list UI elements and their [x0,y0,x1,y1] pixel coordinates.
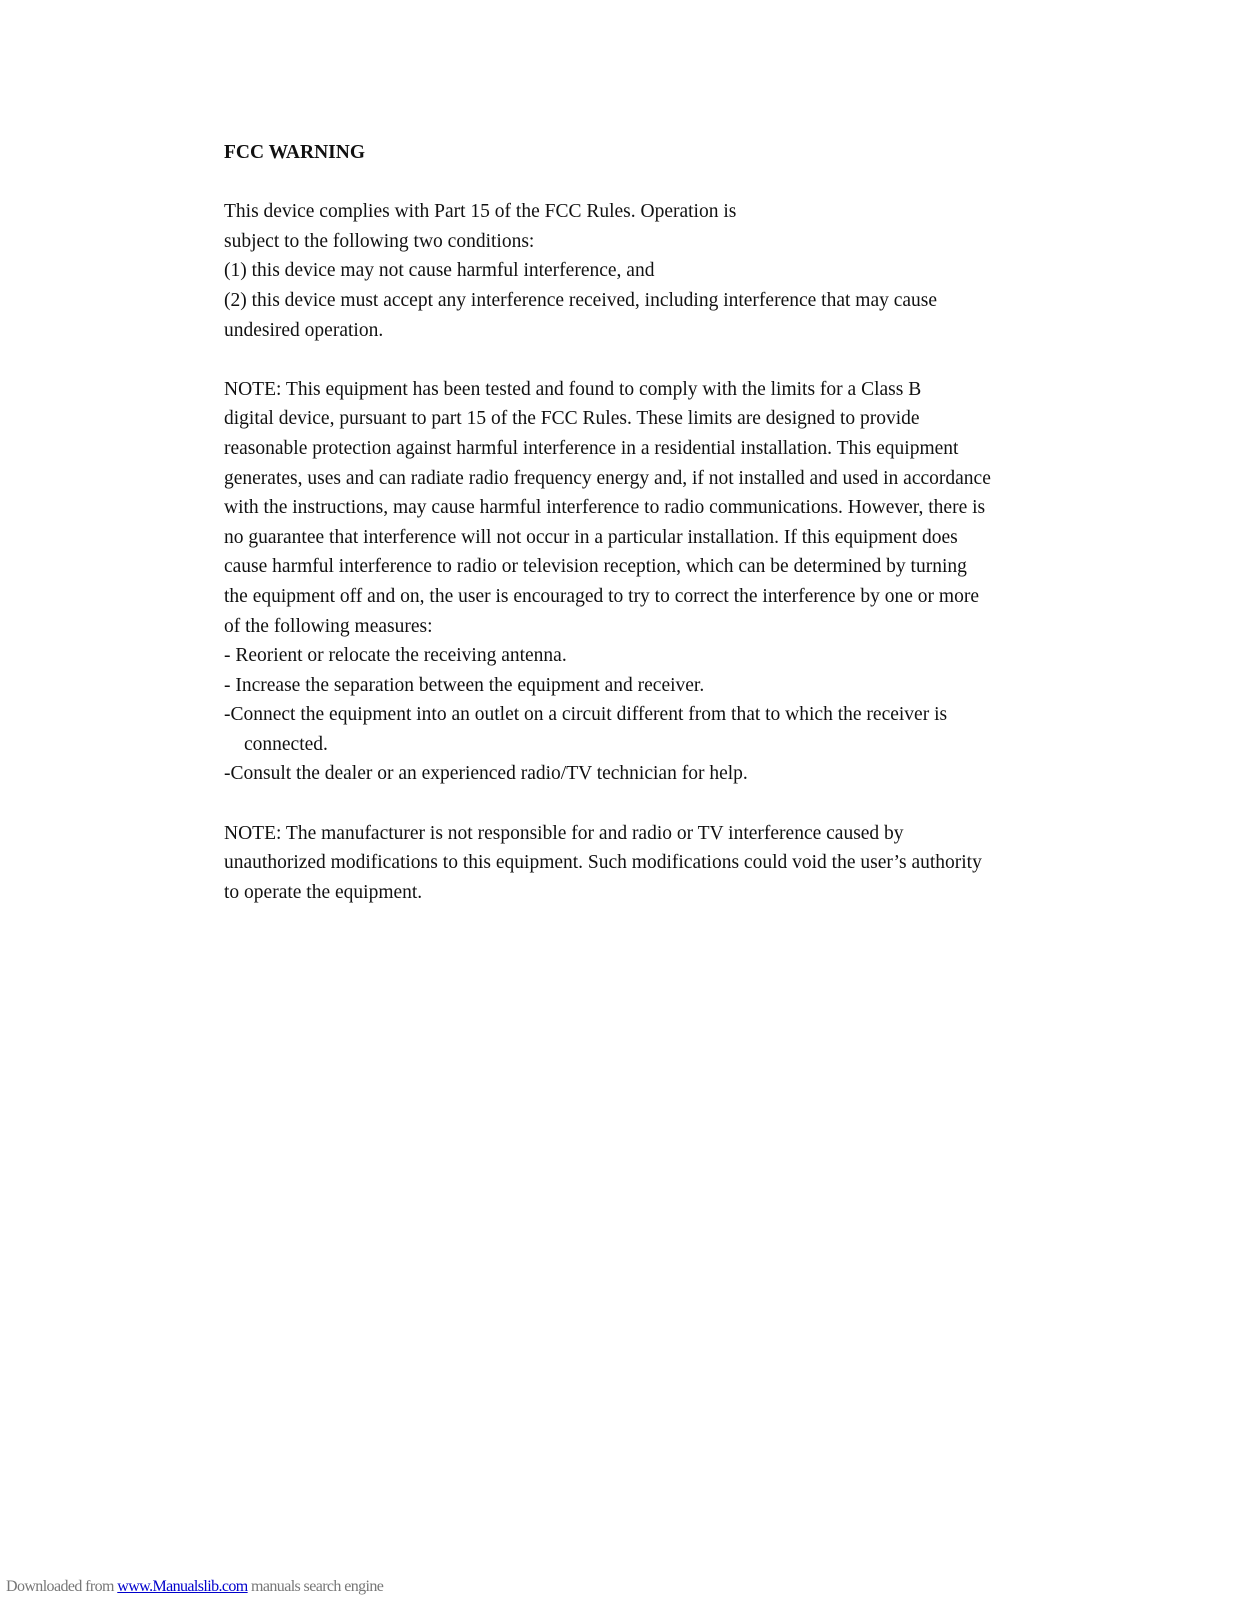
intro-line: undesired operation. [224,319,384,341]
note-line: unauthorized modifications to this equipment. Such modifications could void the user’s authority [224,852,982,874]
measure-item: - Increase the separation between the equipment and receiver. [224,674,705,696]
manualslib-link[interactable]: www.Manualslib.com [117,1578,248,1595]
spacer [224,168,1024,198]
note-line: no guarantee that interference will not occur in a particular installation. If this equipment does [224,526,958,548]
intro-paragraph [224,197,1024,345]
measures-list [224,641,1024,789]
note-line: to operate the equipment. [224,881,423,903]
measure-item: -Connect the equipment into an outlet on a circuit different from that to which the receiver is [224,704,948,726]
footer-suffix: manuals search engine [247,1578,384,1595]
note-line: NOTE: The manufacturer is not responsible for and radio or TV interference caused by [224,822,904,844]
measure-item: - Reorient or relocate the receiving antenna. [224,645,567,667]
measure-item: -Consult the dealer or an experienced radio/TV technician for help. [224,763,748,785]
intro-line: This device complies with Part 15 of the FCC Rules. Operation is [224,201,737,223]
download-footer [6,1578,383,1596]
note-line: with the instructions, may cause harmful interference to radio communications. However, there is [224,497,986,519]
note-line: NOTE: This equipment has been tested and found to comply with the limits for a Class B [224,378,922,400]
note-line: digital device, pursuant to part 15 of the FCC Rules. These limits are designed to provide [224,408,920,430]
note-line: the equipment off and on, the user is encouraged to try to correct the interference by one or more [224,585,979,607]
measure-item-continuation: connected. [244,733,328,755]
footer-prefix: Downloaded from [6,1578,118,1595]
note-line: of the following measures: [224,615,433,637]
intro-line: subject to the following two conditions: [224,230,535,252]
intro-line: (2) this device must accept any interference received, including interference that may cause [224,289,938,311]
note-paragraph [224,375,1024,641]
intro-line: (1) this device may not cause harmful interference, and [224,260,655,282]
spacer [224,789,1024,819]
spacer [224,345,1024,375]
note-line: cause harmful interference to radio or television reception, which can be determined by turning [224,556,967,578]
page-title: FCC WARNING [224,142,366,163]
note-line: generates, uses and can radiate radio frequency energy and, if not installed and used in accordance [224,467,991,489]
manufacturer-note-paragraph [224,819,1024,908]
document-page [224,138,1024,907]
note-line: reasonable protection against harmful interference in a residential installation. This equipment [224,437,959,459]
